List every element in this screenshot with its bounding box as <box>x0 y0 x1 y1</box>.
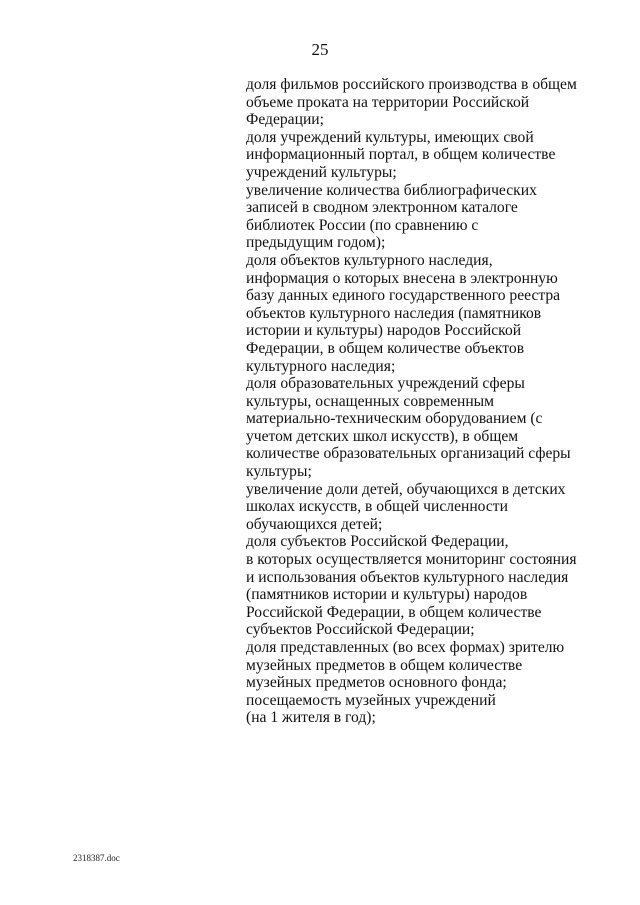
text-line: базу данных единого государственного реестра <box>246 287 561 305</box>
text-line: музейных предметов в общем количестве <box>246 656 523 674</box>
text-line: доля объектов культурного наследия, <box>246 251 493 269</box>
text-line: информационный портал, в общем количестве <box>246 146 556 164</box>
text-line: доля субъектов Российской Федерации, <box>246 533 509 551</box>
text-line: и использования объектов культурного наследия <box>246 568 569 586</box>
text-line: доля учреждений культуры, имеющих свой <box>246 128 534 146</box>
text-line: увеличение количества библиографических <box>246 181 537 199</box>
text-line: материально-техническим оборудованием (с <box>246 410 543 428</box>
text-line: Федерации; <box>246 111 324 129</box>
page-number: 25 <box>311 40 329 59</box>
text-line: (памятников истории и культуры) народов <box>246 586 528 604</box>
text-line: культуры, оснащенных современным <box>246 392 495 410</box>
text-line: истории и культуры) народов Российской <box>246 322 522 340</box>
text-line: обучающихся детей; <box>246 515 383 533</box>
footer-filename: 2318387.doc <box>73 853 120 863</box>
text-line: культуры; <box>246 463 312 481</box>
text-line: в которых осуществляется мониторинг состояния <box>246 551 577 569</box>
text-line: субъектов Российской Федерации; <box>246 621 475 639</box>
body-text <box>246 76 586 727</box>
text-line: объеме проката на территории Российской <box>246 93 530 111</box>
text-line: Российской Федерации, в общем количестве <box>246 603 542 621</box>
text-line: увеличение доли детей, обучающихся в детских <box>246 480 566 498</box>
text-line: учетом детских школ искусств), в общем <box>246 427 519 445</box>
text-line: учреждений культуры; <box>246 163 397 181</box>
text-line: записей в сводном электронном каталоге <box>246 199 518 217</box>
text-line: количестве образовательных организаций сферы <box>246 445 571 463</box>
text-line: информация о которых внесена в электронную <box>246 269 558 287</box>
text-line: Федерации, в общем количестве объектов <box>246 339 525 357</box>
text-line: посещаемость музейных учреждений <box>246 691 496 709</box>
text-line: школах искусств, в общей численности <box>246 498 508 516</box>
text-line: доля фильмов российского производства в общем <box>246 76 577 93</box>
text-line: музейных предметов основного фонда; <box>246 674 507 692</box>
text-line: доля представленных (во всех формах) зрителю <box>246 639 565 656</box>
text-line: культурного наследия; <box>246 357 396 375</box>
text-line: объектов культурного наследия (памятников <box>246 304 542 322</box>
text-line: доля образовательных учреждений сферы <box>246 375 525 393</box>
text-line: предыдущим годом); <box>246 234 386 252</box>
text-line: (на 1 жителя в год); <box>246 709 376 727</box>
text-line: библиотек России (по сравнению с <box>246 216 479 234</box>
